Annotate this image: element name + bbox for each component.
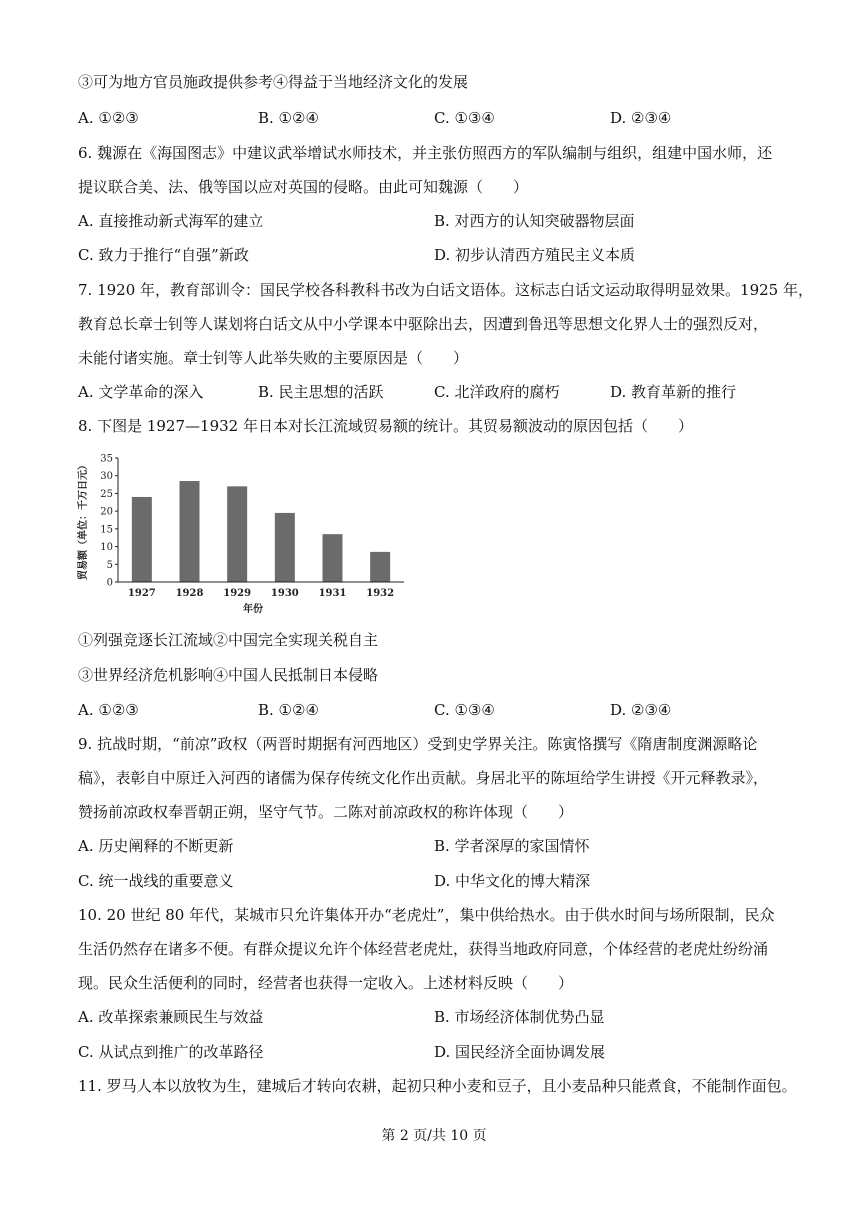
q6-option-a: A. 直接推动新式海军的建立 [78, 212, 264, 230]
x-tick-label: 1927 [127, 588, 156, 599]
trade-bar-chart [74, 448, 414, 620]
question-7-line-3: 未能付诸实施。章士钊等人此举失败的主要原因是（ ） [78, 349, 469, 367]
q6-option-d: D. 初步认清西方殖民主义本质 [434, 246, 636, 264]
x-axis-label: 年份 [243, 604, 263, 615]
q8-statement-1: ①列强竞逐长江流域②中国完全实现关税自主 [78, 631, 379, 649]
q10-option-c: C. 从试点到推广的改革路径 [78, 1043, 264, 1061]
option-c: C. ①③④ [434, 109, 495, 127]
page-number: 第 2 页/共 10 页 [381, 1128, 487, 1144]
q8-option-c: C. ①③④ [434, 701, 495, 719]
x-tick-label: 1930 [270, 588, 299, 599]
question-9-line-1: 9. 抗战时期，“前凉”政权（两晋时期据有河西地区）受到史学界关注。陈寅恪撰写《隋唐制度渊源略论 [78, 735, 758, 753]
x-tick-label: 1928 [175, 588, 204, 599]
q10-option-b: B. 市场经济体制优势凸显 [434, 1008, 605, 1026]
y-axis-label: 贸易额（单位：千万日元） [78, 460, 89, 580]
question-6-line-2: 提议联合美、法、俄等国以应对英国的侵略。由此可知魏源（ ） [78, 178, 529, 196]
question-10-line-2: 生活仍然存在诸多不便。有群众提议允许个体经营老虎灶，获得当地政府同意，个体经营的老虎灶纷纷涌 [78, 940, 769, 958]
q9-option-b: B. 学者深厚的家国情怀 [434, 837, 590, 855]
question-7-line-2: 教育总长章士钊等人谋划将白话文从中小学课本中驱除出去，因遭到鲁迅等思想文化界人士的强烈反对， [78, 315, 769, 333]
q7-option-c: C. 北洋政府的腐朽 [434, 383, 560, 401]
q10-option-d: D. 国民经济全面协调发展 [434, 1043, 606, 1061]
y-tick-label: 10 [100, 542, 113, 554]
question-10-line-3: 现。民众生活便利的同时，经营者也获得一定收入。上述材料反映（ ） [78, 974, 574, 992]
question-6-line-1: 6. 魏源在《海国图志》中建议武举增试水师技术，并主张仿照西方的军队编制与组织，组建中国水师，还 [78, 144, 773, 162]
bar-1929 [227, 486, 247, 582]
question-11-line-1: 11. 罗马人本以放牧为生，建城后才转向农耕，起初只种小麦和豆子，且小麦品种只能煮食，不能制作面包。 [78, 1077, 797, 1095]
q7-option-a: A. 文学革命的深入 [78, 383, 204, 401]
bar-1930 [275, 513, 295, 582]
y-tick-label: 30 [100, 471, 113, 483]
q6-option-c: C. 致力于推行“自强”新政 [78, 246, 249, 264]
option-a: A. ①②③ [78, 109, 139, 127]
x-tick-label: 1932 [366, 588, 395, 599]
x-tick-label: 1929 [223, 588, 252, 599]
question-8-line-1: 8. 下图是 1927—1932 年日本对长江流域贸易额的统计。其贸易额波动的原因包括（ ） [78, 417, 693, 435]
bar-1932 [370, 552, 390, 582]
y-tick-label: 0 [106, 577, 113, 589]
question-9-line-2: 稿》，表彰自中原迁入河西的诸儒为保存传统文化作出贡献。身居北平的陈垣给学生讲授《开元释教录》， [78, 769, 769, 787]
q9-option-a: A. 历史阐释的不断更新 [78, 837, 234, 855]
option-d: D. ②③④ [610, 109, 672, 127]
q6-option-b: B. 对西方的认知突破器物层面 [434, 212, 635, 230]
q8-option-a: A. ①②③ [78, 701, 139, 719]
q9-option-d: D. 中华文化的博大精深 [434, 872, 591, 890]
q8-option-b: B. ①②④ [258, 701, 319, 719]
y-tick-label: 15 [100, 524, 113, 536]
question-10-line-1: 10. 20 世纪 80 年代，某城市只允许集体开办“老虎灶”，集中供给热水。由于供水时间与场所限制，民众 [78, 906, 775, 924]
bar-1928 [180, 481, 200, 582]
x-tick-label: 1931 [318, 588, 347, 599]
q8-statement-2: ③世界经济危机影响④中国人民抵制日本侵略 [78, 666, 379, 684]
bar-1931 [323, 534, 343, 582]
q7-option-d: D. 教育革新的推行 [610, 383, 737, 401]
statement-line: ③可为地方官员施政提供参考④得益于当地经济文化的发展 [78, 73, 469, 91]
q8-option-d: D. ②③④ [610, 701, 672, 719]
q7-option-b: B. 民主思想的活跃 [258, 383, 384, 401]
question-9-line-3: 赞扬前凉政权奉晋朝正朔，坚守气节。二陈对前凉政权的称许体现（ ） [78, 803, 574, 821]
bar-1927 [132, 497, 152, 582]
y-tick-label: 25 [100, 488, 113, 500]
option-b: B. ①②④ [258, 109, 319, 127]
y-tick-label: 5 [106, 559, 113, 571]
question-7-line-1: 7. 1920 年，教育部训令：国民学校各科教科书改为白话文语体。这标志白话文运动取得明显效果。1925 年， [78, 281, 813, 299]
q10-option-a: A. 改革探索兼顾民生与效益 [78, 1008, 264, 1026]
q9-option-c: C. 统一战线的重要意义 [78, 872, 234, 890]
y-tick-label: 35 [100, 453, 113, 465]
y-tick-label: 20 [100, 506, 113, 518]
